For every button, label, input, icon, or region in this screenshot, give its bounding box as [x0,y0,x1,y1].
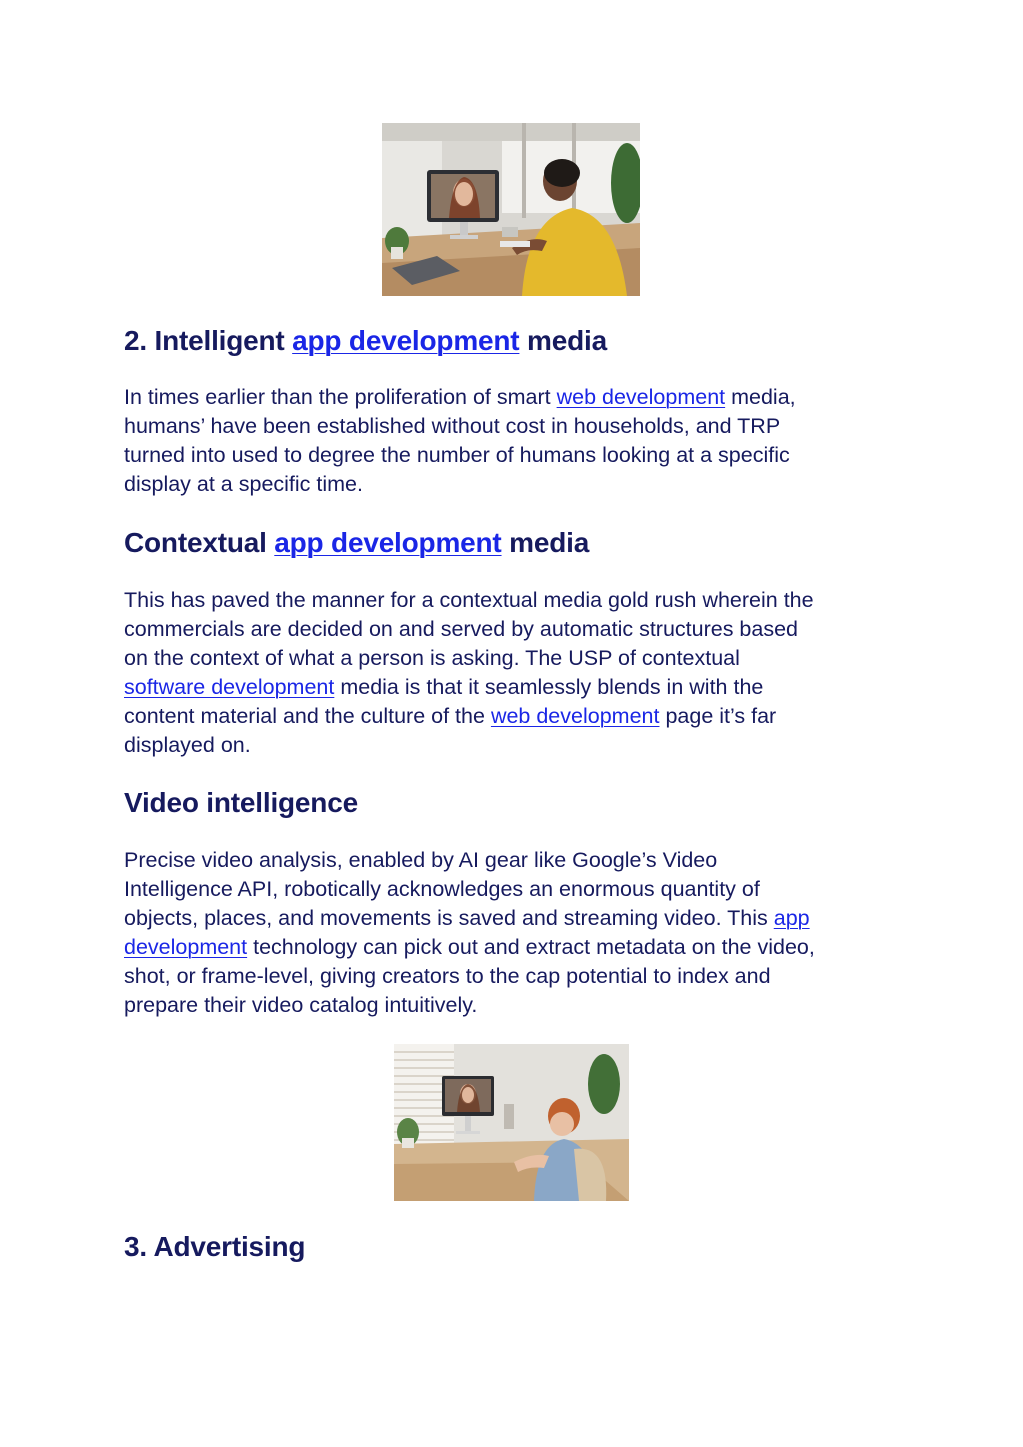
link-software-development[interactable]: software development [124,675,335,699]
text-run: media, [731,385,796,409]
text-run: In times earlier than the proliferation of smart [124,385,551,409]
link-web-development[interactable]: web development [556,385,726,409]
heading-contextual-media [124,526,589,560]
link-app-development-part2[interactable]: development [124,935,248,959]
paragraph-line [124,673,914,702]
heading-link-app-development[interactable]: app development [274,527,502,558]
paragraph-line [124,383,914,412]
link-app-development-part1[interactable]: app [773,906,810,930]
paragraph-line: turned into used to degree the number of humans looking at a specific [124,443,790,467]
link-web-development[interactable]: web development [490,704,660,728]
heading-link-app-development[interactable]: app development [292,325,520,356]
photo-woman-video-call-image [382,123,640,296]
paragraph-line: on the context of what a person is asking. The USP of contextual [124,646,740,670]
text-run: objects, places, and movements is saved and streaming video. This [124,906,768,930]
paragraph-video-intelligence [124,846,914,1020]
heading-advertising: 3. Advertising [124,1231,306,1262]
heading-text: Contextual [124,527,267,558]
paragraph-line [124,702,914,731]
heading-text-tail: media [509,527,590,558]
paragraph-intelligent-media [124,383,914,499]
paragraph-line: Intelligence API, robotically acknowledges an enormous quantity of [124,877,760,901]
paragraph-contextual-media [124,586,914,760]
text-run: media is that it seamlessly blends in with the [340,675,764,699]
paragraph-line [124,904,914,933]
paragraph-line: displayed on. [124,733,251,757]
heading-text: 2. Intelligent [124,325,285,356]
heading-intelligent-media [124,324,607,358]
photo-woman-video-call [382,123,640,296]
paragraph-line: This has paved the manner for a contextual media gold rush wherein the [124,588,814,612]
photo-student-video-call [394,1044,629,1201]
paragraph-line: Precise video analysis, enabled by AI gear like Google’s Video [124,848,718,872]
text-run: page it’s far [665,704,777,728]
photo-student-video-call-image [394,1044,629,1201]
paragraph-line [124,933,914,962]
text-run: content material and the culture of the [124,704,485,728]
paragraph-line: commercials are decided on and served by automatic structures based [124,617,799,641]
paragraph-line: humans’ have been established without cost in households, and TRP [124,414,781,438]
paragraph-line: prepare their video catalog intuitively. [124,993,478,1017]
paragraph-line: display at a specific time. [124,472,363,496]
paragraph-line: shot, or frame-level, giving creators to the cap potential to index and [124,964,771,988]
heading-text-tail: media [527,325,607,356]
heading-video-intelligence: Video intelligence [124,787,358,818]
text-run: technology can pick out and extract metadata on the video, [253,935,815,959]
